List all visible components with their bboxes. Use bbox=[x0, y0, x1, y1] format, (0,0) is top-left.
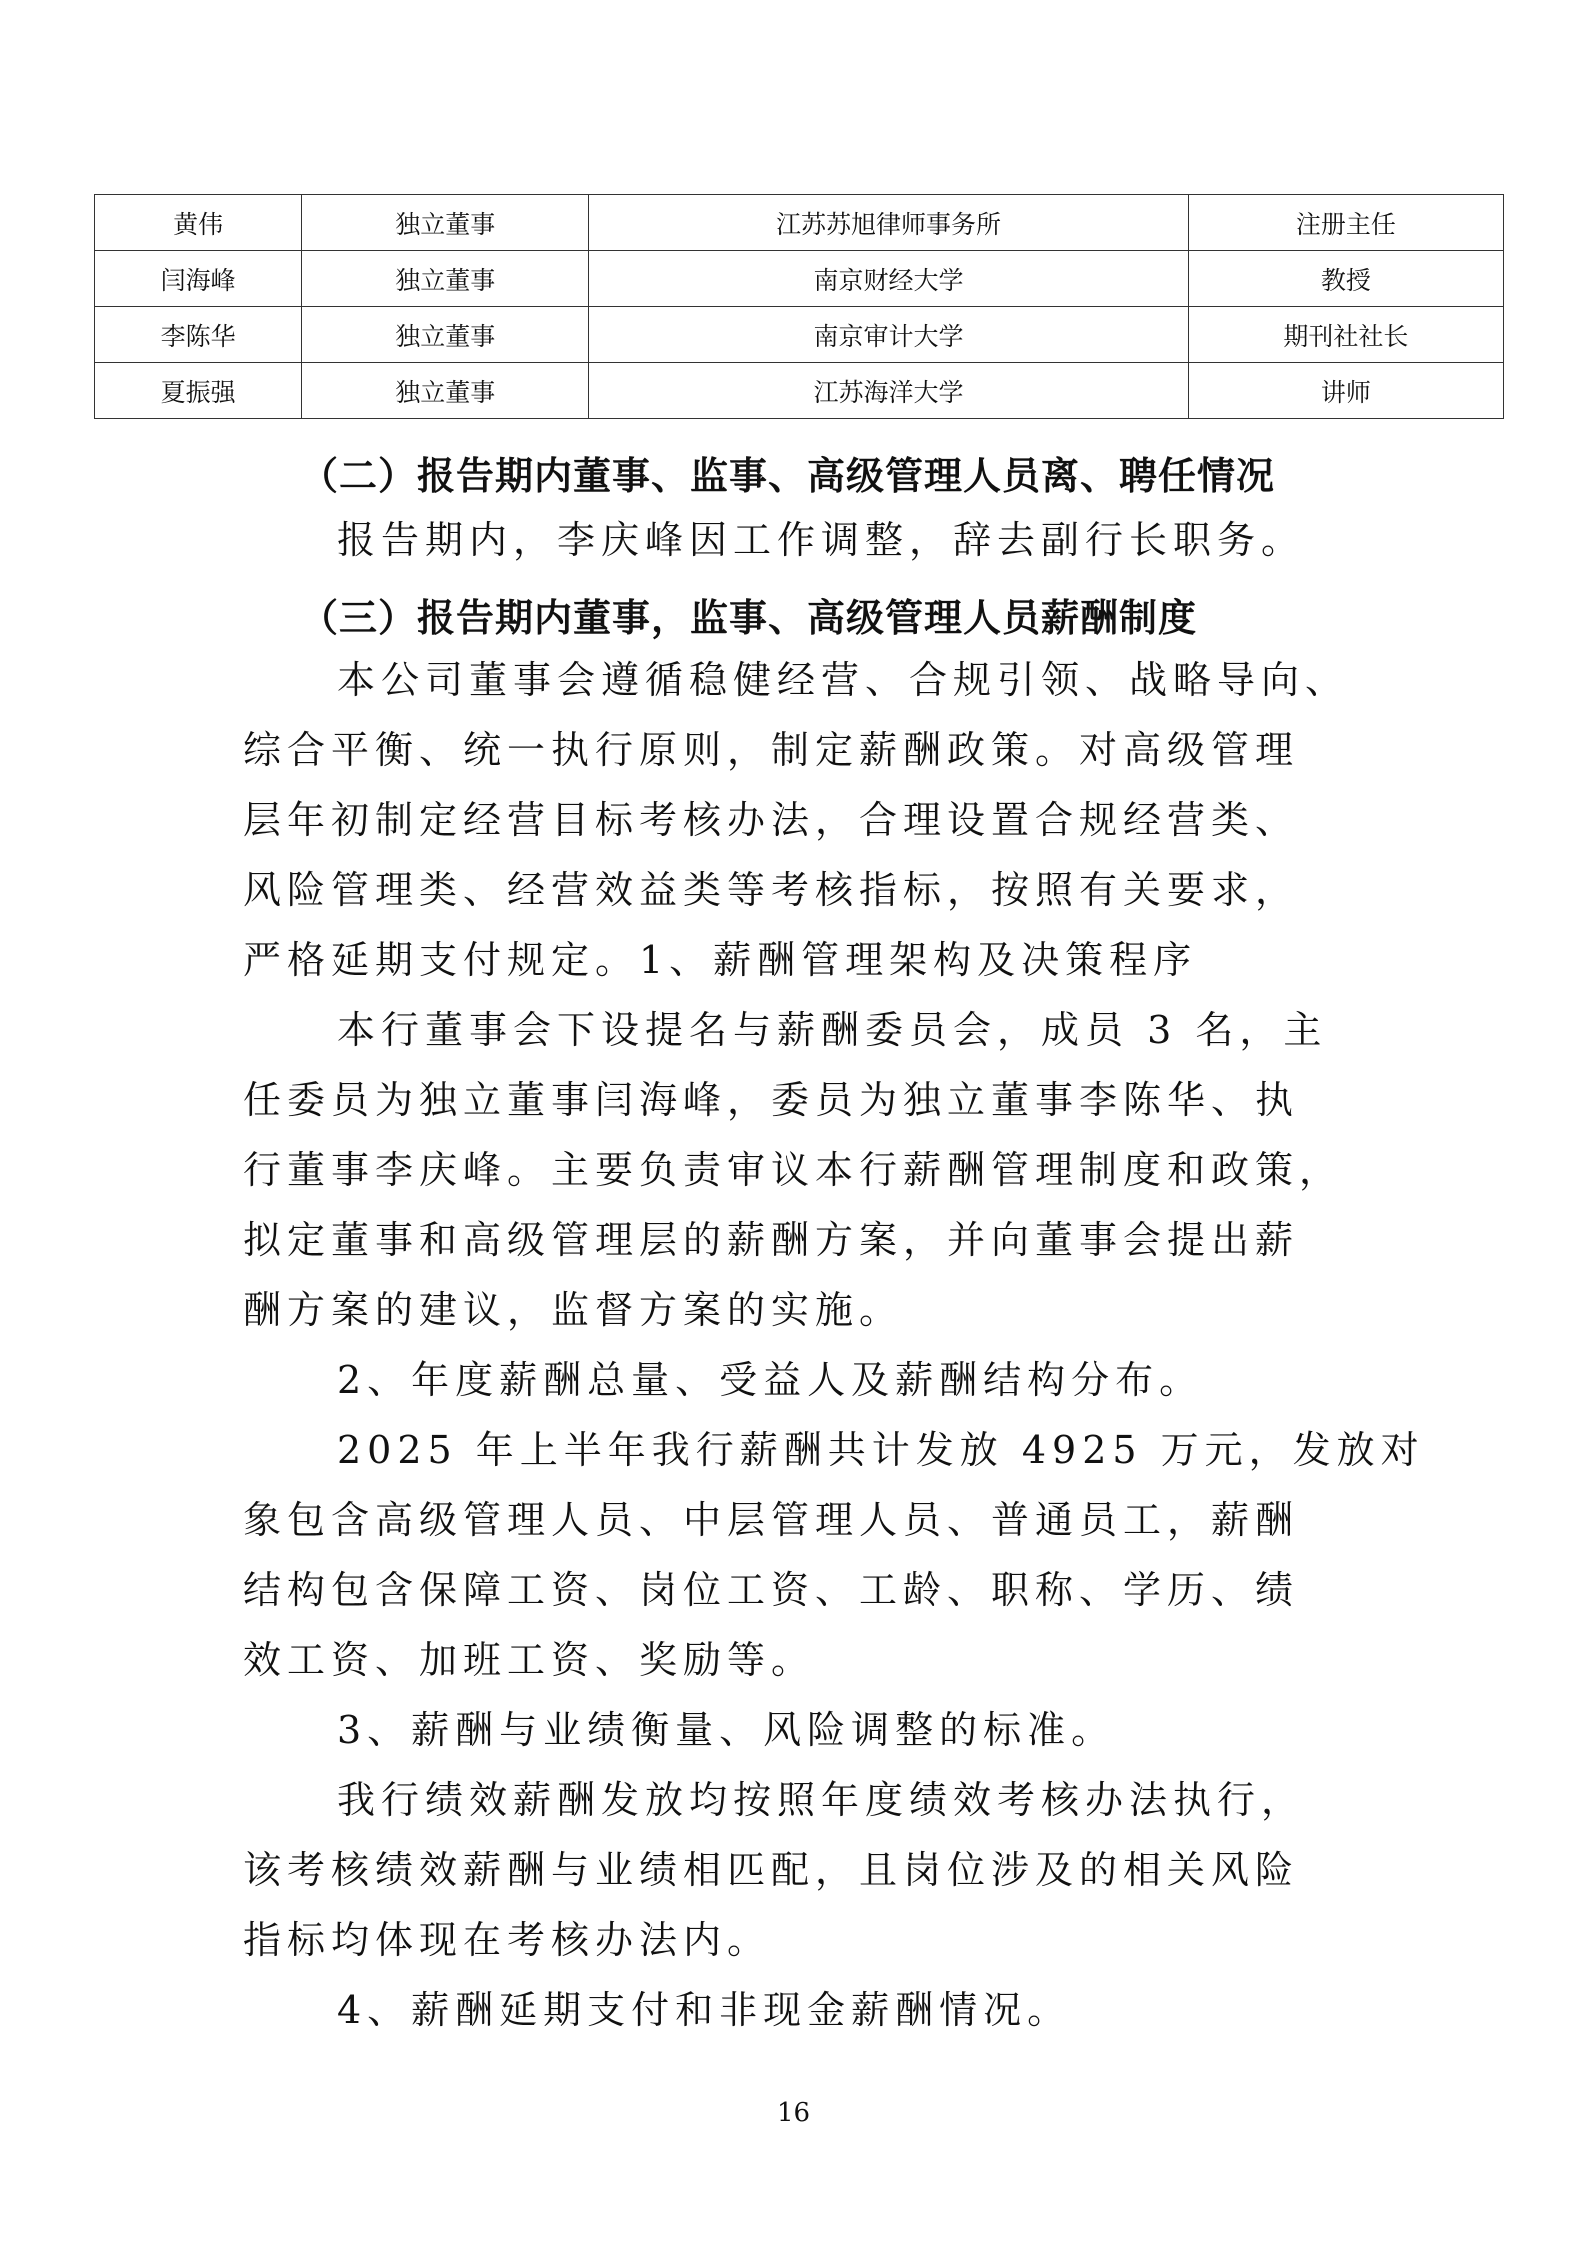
position-cell: 独立董事 bbox=[302, 363, 589, 419]
employer-cell: 南京财经大学 bbox=[589, 251, 1188, 307]
item-4-heading bbox=[243, 1975, 1353, 2045]
text-line: 我行绩效薪酬发放均按照年度绩效考核办法执行， bbox=[337, 1778, 1306, 1822]
section-heading-compensation: （三）报告期内董事，监事、高级管理人员薪酬制度 bbox=[300, 595, 1198, 640]
page-number: 16 bbox=[776, 2098, 811, 2128]
position-cell: 独立董事 bbox=[302, 307, 589, 363]
text-line: 2、年度薪酬总量、受益人及薪酬结构分布。 bbox=[337, 1358, 1204, 1402]
text-line: 本公司董事会遵循稳健经营、合规引领、战略导向、 bbox=[337, 658, 1350, 702]
paragraph-total-compensation bbox=[243, 1415, 1425, 1695]
title-cell: 期刊社社长 bbox=[1188, 307, 1503, 363]
item-2-heading bbox=[243, 1345, 1353, 1415]
position-cell: 独立董事 bbox=[302, 195, 589, 251]
name-cell: 李陈华 bbox=[95, 307, 302, 363]
table-row bbox=[95, 307, 1504, 363]
position-cell: 独立董事 bbox=[302, 251, 589, 307]
text-line: 指标均体现在考核办法内。 bbox=[243, 1918, 772, 1962]
name-cell: 黄伟 bbox=[95, 195, 302, 251]
name-cell: 夏振强 bbox=[95, 363, 302, 419]
text-line: 该考核绩效薪酬与业绩相匹配，且岗位涉及的相关风险 bbox=[243, 1848, 1300, 1892]
table-row bbox=[95, 363, 1504, 419]
text-line: 3、薪酬与业绩衡量、风险调整的标准。 bbox=[337, 1708, 1116, 1752]
text-line: 综合平衡、统一执行原则，制定薪酬政策。对高级管理 bbox=[243, 728, 1300, 772]
text-line: 酬方案的建议，监督方案的实施。 bbox=[243, 1288, 904, 1332]
employer-cell: 江苏苏旭律师事务所 bbox=[589, 195, 1188, 251]
text-line: 报告期内，李庆峰因工作调整，辞去副行长职务。 bbox=[337, 518, 1306, 562]
text-line: 任委员为独立董事闫海峰，委员为独立董事李陈华、执 bbox=[243, 1078, 1300, 1122]
text-line: 行董事李庆峰。主要负责审议本行薪酬管理制度和政策， bbox=[243, 1148, 1344, 1192]
text-line: 本行董事会下设提名与薪酬委员会，成员 3 名，主 bbox=[337, 1008, 1328, 1052]
table-row bbox=[95, 195, 1504, 251]
table-row bbox=[95, 251, 1504, 307]
item-3-heading bbox=[243, 1695, 1353, 1765]
text-line: 2025 年上半年我行薪酬共计发放 4925 万元，发放对 bbox=[337, 1428, 1425, 1472]
text-line: 效工资、加班工资、奖励等。 bbox=[243, 1638, 816, 1682]
paragraph-resignation bbox=[243, 505, 1353, 575]
paragraph-committee bbox=[243, 995, 1353, 1345]
paragraph-performance bbox=[243, 1765, 1353, 1975]
text-line: 拟定董事和高级管理层的薪酬方案，并向董事会提出薪 bbox=[243, 1218, 1300, 1262]
text-line: 严格延期支付规定。1、薪酬管理架构及决策程序 bbox=[243, 938, 1198, 982]
employer-cell: 南京审计大学 bbox=[589, 307, 1188, 363]
employer-cell: 江苏海洋大学 bbox=[589, 363, 1188, 419]
text-line: 结构包含保障工资、岗位工资、工龄、职称、学历、绩 bbox=[243, 1568, 1300, 1612]
text-line: 层年初制定经营目标考核办法，合理设置合规经营类、 bbox=[243, 798, 1300, 842]
directors-table bbox=[94, 194, 1504, 419]
paragraph-compensation-policy bbox=[243, 645, 1353, 995]
title-cell: 教授 bbox=[1188, 251, 1503, 307]
text-line: 象包含高级管理人员、中层管理人员、普通员工，薪酬 bbox=[243, 1498, 1300, 1542]
text-line: 4、薪酬延期支付和非现金薪酬情况。 bbox=[337, 1988, 1072, 2032]
section-heading-appointments: （二）报告期内董事、监事、高级管理人员离、聘任情况 bbox=[300, 453, 1276, 498]
title-cell: 注册主任 bbox=[1188, 195, 1503, 251]
name-cell: 闫海峰 bbox=[95, 251, 302, 307]
text-line: 风险管理类、经营效益类等考核指标，按照有关要求， bbox=[243, 868, 1300, 912]
title-cell: 讲师 bbox=[1188, 363, 1503, 419]
